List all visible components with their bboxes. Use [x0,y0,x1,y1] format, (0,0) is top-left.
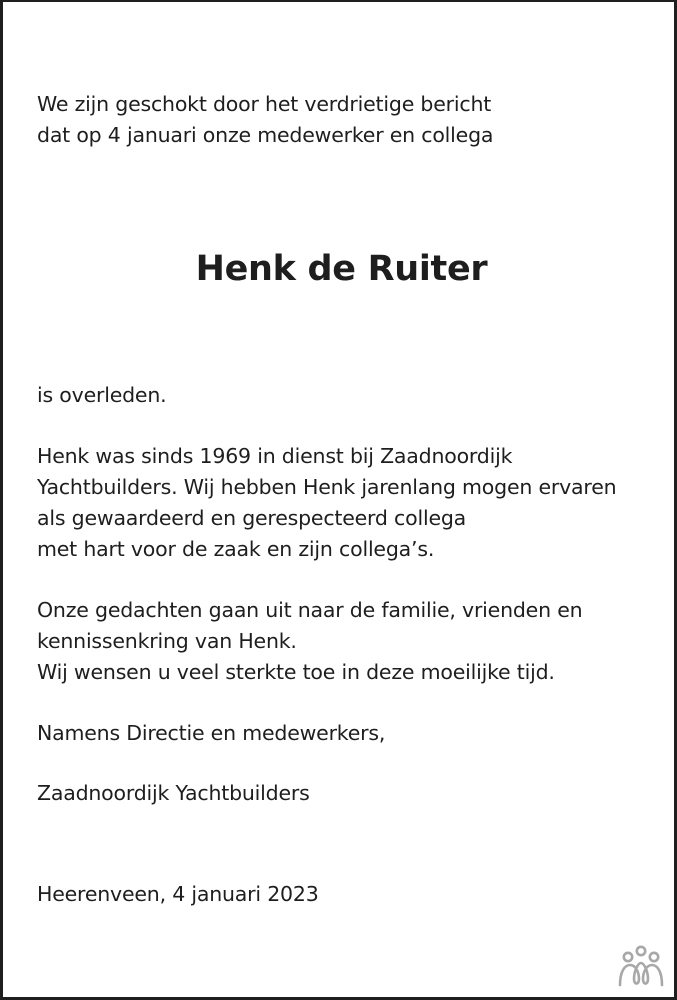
deceased-name: Henk de Ruiter [195,249,488,289]
paragraph-2-line-3: Wij wensen u veel sterkte toe in deze moeilijke tijd. [37,660,555,684]
signature-text [37,778,310,809]
paragraph-2-line-1: Onze gedachten gaan uit naar de familie, vrienden en [37,598,583,622]
paragraph-2-line-2: kennissenkring van Henk. [37,629,297,653]
paragraph-career [37,441,616,565]
paragraph-1-line-2: Yachtbuilders. Wij hebben Henk jarenlang mogen ervaren [37,475,617,499]
intro-line-2: dat op 4 januari onze medewerker en collega [37,123,494,147]
intro-line-1: We zijn geschokt door het verdrietige bericht [37,92,492,116]
paragraph-1-line-3: als gewaardeerd en gerespecteerd collega [37,506,467,530]
paragraph-1-line-1: Henk was sinds 1969 in dienst bij Zaadnoordijk [37,444,513,468]
place-date-text [37,879,319,910]
place-date-line: Heerenveen, 4 januari 2023 [37,882,319,906]
closing-text [37,718,385,749]
intro-text [37,89,493,151]
paragraph-condolences [37,595,582,688]
signature-line: Zaadnoordijk Yachtbuilders [37,781,310,805]
paragraph-1-line-4: met hart voor de zaak en zijn collega’s. [37,537,435,561]
people-group-icon [617,945,665,987]
closing-line: Namens Directie en medewerkers, [37,721,386,745]
deceased-statement: is overleden. [37,383,167,407]
deceased-line [37,380,166,411]
